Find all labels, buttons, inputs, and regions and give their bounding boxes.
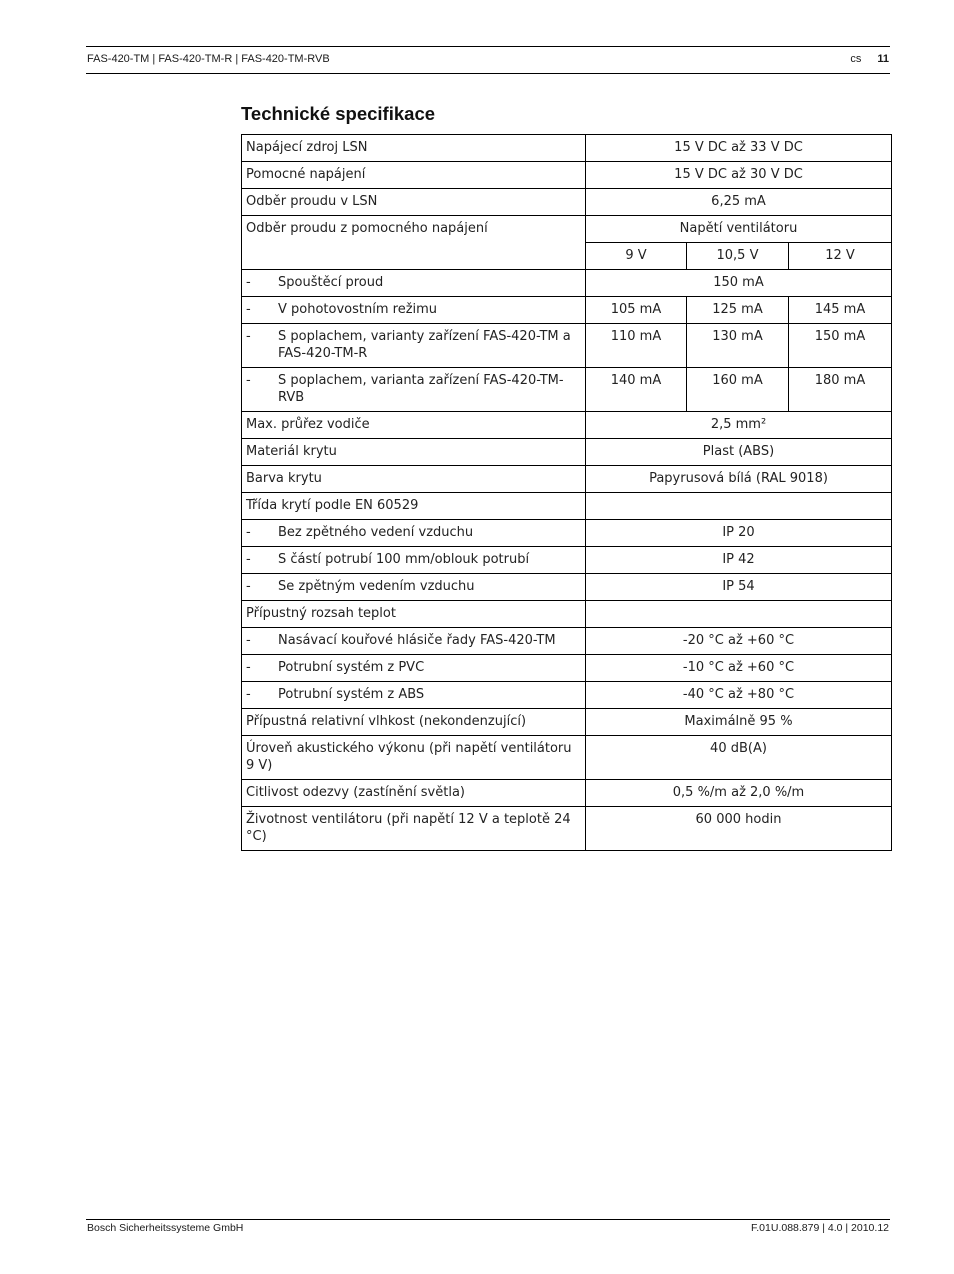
value-12v: 145 mA [789,297,892,324]
table-row [242,780,892,807]
row-label: S poplachem, varianty zařízení FAS-420-TM a FAS-420-TM-R [278,329,571,361]
row-label-cell [242,574,586,601]
row-label: Spouštěcí proud [278,275,384,290]
header-bottom-rule [86,73,890,74]
row-label: V pohotovostním režimu [278,302,438,317]
table-row [242,547,892,574]
row-label: Potrubní systém z ABS [278,687,425,702]
row-label: Odběr proudu z pomocného napájení [242,216,586,270]
row-value: Maximálně 95 % [586,709,892,736]
row-value: IP 42 [586,547,892,574]
row-label: Úroveň akustického výkonu (při napětí ventilátoru 9 V) [242,736,586,780]
row-label: Přípustný rozsah teplot [242,601,586,628]
row-value: 40 dB(A) [586,736,892,780]
row-label: Přípustná relativní vlhkost (nekondenzující) [242,709,586,736]
voltage-12v: 12 V [789,243,892,270]
row-label: Nasávací kouřové hlásiče řady FAS-420-TM [278,633,556,648]
row-value: 6,25 mA [586,189,892,216]
row-label: Citlivost odezvy (zastínění světla) [242,780,586,807]
header-top-rule [86,46,890,47]
table-row [242,189,892,216]
bullet-dash: - [246,687,251,702]
row-label: S částí potrubí 100 mm/oblouk potrubí [278,552,530,567]
row-value: Plast (ABS) [586,439,892,466]
table-row [242,709,892,736]
table-row [242,807,892,851]
row-label: S poplachem, varianta zařízení FAS-420-TM-RVB [278,373,564,405]
footer-docref: F.01U.088.879 | 4.0 | 2010.12 [751,1222,889,1234]
row-label: Se zpětným vedením vzduchu [278,579,475,594]
row-value: IP 54 [586,574,892,601]
value-9v: 105 mA [586,297,687,324]
row-value: Papyrusová bílá (RAL 9018) [586,466,892,493]
row-value: -10 °C až +60 °C [586,655,892,682]
table-row [242,368,892,412]
table-row [242,655,892,682]
value-9v: 110 mA [586,324,687,368]
row-label-cell [242,682,586,709]
table-row [242,216,892,243]
table-row [242,297,892,324]
fan-voltage-heading: Napětí ventilátoru [586,216,892,243]
row-label-cell [242,297,586,324]
row-value: 150 mA [586,270,892,297]
bullet-dash: - [246,660,251,675]
table-row [242,628,892,655]
row-label: Životnost ventilátoru (při napětí 12 V a teplotě 24 °C) [242,807,586,851]
row-label: Bez zpětného vedení vzduchu [278,525,474,540]
table-row [242,270,892,297]
table-row [242,439,892,466]
bullet-dash: - [246,329,251,344]
row-value: 0,5 %/m až 2,0 %/m [586,780,892,807]
row-value: 60 000 hodin [586,807,892,851]
header-models: FAS-420-TM | FAS-420-TM-R | FAS-420-TM-RVB [87,53,330,65]
row-label: Barva krytu [242,466,586,493]
value-12v: 180 mA [789,368,892,412]
row-value: -20 °C až +60 °C [586,628,892,655]
row-value: -40 °C až +80 °C [586,682,892,709]
row-label-cell [242,520,586,547]
value-9v: 140 mA [586,368,687,412]
table-row [242,466,892,493]
table-row [242,736,892,780]
value-10-5v: 130 mA [687,324,789,368]
row-label: Třída krytí podle EN 60529 [242,493,586,520]
table-row [242,682,892,709]
row-label: Pomocné napájení [242,162,586,189]
bullet-dash: - [246,579,251,594]
row-label-cell [242,368,586,412]
row-label-cell [242,324,586,368]
table-row [242,520,892,547]
footer-rule [86,1219,890,1220]
table-row [242,412,892,439]
row-value [586,601,892,628]
spec-table [241,134,892,851]
row-label-cell [242,628,586,655]
row-label-cell [242,270,586,297]
table-row [242,601,892,628]
header-lang: cs [850,53,862,65]
row-label: Max. průřez vodiče [242,412,586,439]
value-10-5v: 125 mA [687,297,789,324]
table-row [242,574,892,601]
row-value [586,493,892,520]
row-label: Odběr proudu v LSN [242,189,586,216]
bullet-dash: - [246,633,251,648]
row-label-cell [242,655,586,682]
bullet-dash: - [246,552,251,567]
row-label-cell [242,547,586,574]
header-right [850,53,889,65]
table-row [242,135,892,162]
row-value: 15 V DC až 33 V DC [586,135,892,162]
section-title: Technické specifikace [241,103,436,124]
bullet-dash: - [246,373,251,388]
value-10-5v: 160 mA [687,368,789,412]
table-row [242,493,892,520]
table-row [242,324,892,368]
row-label: Potrubní systém z PVC [278,660,425,675]
table-row [242,162,892,189]
value-12v: 150 mA [789,324,892,368]
bullet-dash: - [246,275,251,290]
row-value: 15 V DC až 30 V DC [586,162,892,189]
bullet-dash: - [246,302,251,317]
header-page-number: 11 [877,53,889,65]
row-value: 2,5 mm² [586,412,892,439]
row-value: IP 20 [586,520,892,547]
bullet-dash: - [246,525,251,540]
voltage-9v: 9 V [586,243,687,270]
row-label: Napájecí zdroj LSN [242,135,586,162]
voltage-10-5v: 10,5 V [687,243,789,270]
footer-company: Bosch Sicherheitssysteme GmbH [87,1222,244,1234]
row-label: Materiál krytu [242,439,586,466]
